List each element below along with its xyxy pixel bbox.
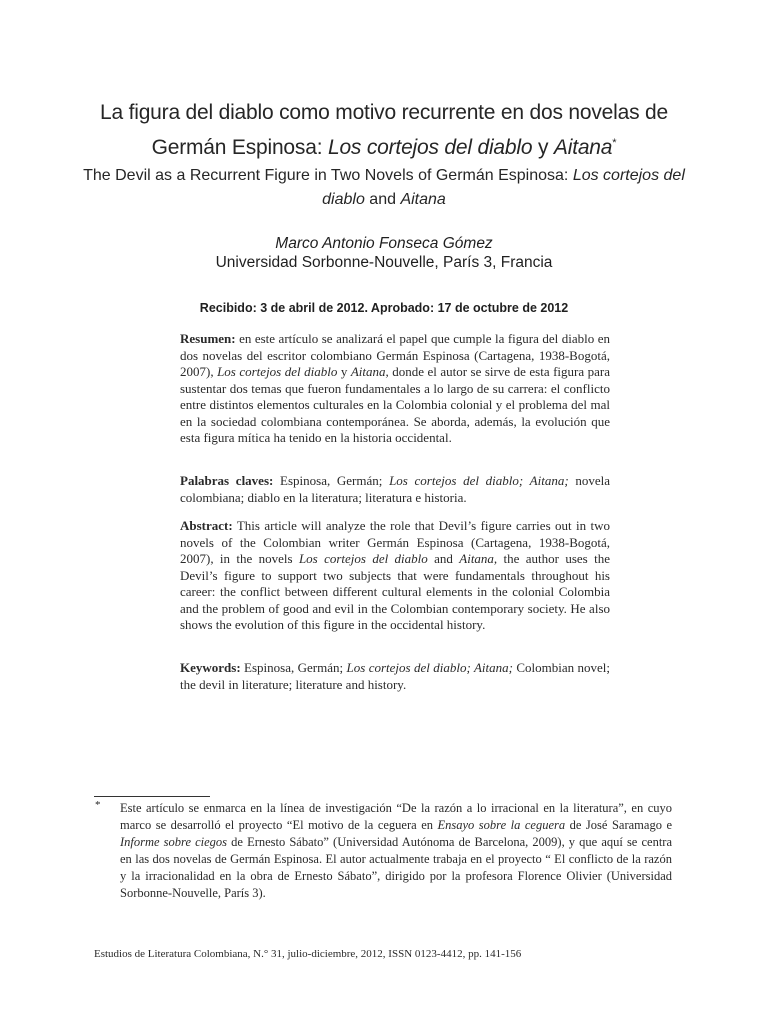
subtitle-prefix: The Devil as a Recurrent Figure in Two Novels of Germán Espinosa: <box>83 167 573 184</box>
abstract-novel-1: Los cortejos del diablo <box>298 551 428 566</box>
footnote-text <box>120 800 672 902</box>
journal-citation-footer: Estudios de Literatura Colombiana, N.° 31, julio-diciembre, 2012, ISSN 0123-4412, pp. 141-156 <box>94 948 522 960</box>
footnote-text-2: de José Saramago e <box>565 818 673 832</box>
resumen-text-1: en este artículo se analizará el papel que cumple la figura del diablo en dos novelas del escritor colombiano Germán Espinosa (Cartagena, 1938-Bogotá, 2007), <box>180 331 610 379</box>
title-line-2 <box>80 128 688 163</box>
abstract-label: Abstract: <box>180 518 233 533</box>
keywords-novels: Los cortejos del diablo; Aitana; <box>346 660 513 675</box>
resumen-paragraph <box>180 331 610 447</box>
title-prefix: Germán Espinosa: <box>151 136 328 159</box>
palabras-claves-paragraph <box>180 473 610 506</box>
keywords-text-1: Espinosa, Germán; <box>240 660 347 675</box>
footnote-mark: * <box>95 799 101 811</box>
resumen-label: Resumen: <box>180 331 236 346</box>
footnote-separator <box>94 796 210 797</box>
subtitle-novel-1: Los cortejos del diablo <box>322 167 685 208</box>
keywords-label: Keywords: <box>180 660 241 675</box>
title-novel-1: Los cortejos del diablo <box>327 136 533 159</box>
footnote-text-1: Este artículo se enmarca en la línea de investigación “De la razón a lo irracional en la literatura”, en cuyo marco se desarrolló el proyecto “El motivo de la ceguera en <box>120 801 672 832</box>
resumen-conjunction: y <box>337 364 351 379</box>
abstract-conjunction: and <box>427 551 460 566</box>
abstract-novel-2: Aitana, <box>459 551 498 566</box>
title-line-1: La figura del diablo como motivo recurrente en dos novelas de <box>100 101 668 124</box>
resumen-novel-2: Aitana, <box>350 364 389 379</box>
article-title <box>80 98 688 163</box>
resumen-novel-1: Los cortejos del diablo <box>217 364 338 379</box>
footnote-work-1: Ensayo sobre la ceguera <box>437 818 566 832</box>
palabras-text-1: Espinosa, Germán; <box>273 473 390 488</box>
subtitle-conjunction: and <box>364 191 401 208</box>
palabras-novels: Los cortejos del diablo; Aitana; <box>389 473 569 488</box>
author-affiliation: Universidad Sorbonne-Nouvelle, París 3, Francia <box>215 254 553 271</box>
title-novel-2: Aitana <box>553 136 613 159</box>
abstract-text-1: This article will analyze the role that Devil’s figure carries out in two novels of the Colombian writer Germán Espinosa (Cartagena, 1938-Bogotá, 2007), in the novels <box>180 518 610 566</box>
title-conjunction: y <box>532 136 554 159</box>
palabras-label: Palabras claves: <box>180 473 274 488</box>
received-approved-dates: Recibido: 3 de abril de 2012. Aprobado: 17 de octubre de 2012 <box>199 301 569 315</box>
palabras-text-2: novela colombiana; diablo en la literatura; literatura e historia. <box>180 473 610 505</box>
footnote-text-3: de Ernesto Sábato” (Universidad Autónoma de Barcelona, 2009), y que aquí se centra en las dos novelas de Germán Espinosa. El autor actualmente trabaja en el proyecto “ El conflicto de la razón y la irracionalidad en la obra de Ernesto Sábato”, dirigido por la profesora Florence Olivier (Universidad Sorbonne-Nouvelle, París 3). <box>120 835 672 900</box>
subtitle-novel-2: Aitana <box>400 191 446 208</box>
keywords-paragraph <box>180 660 610 693</box>
author-block <box>80 234 688 272</box>
article-subtitle <box>80 164 688 212</box>
abstract-text-2: the author uses the Devil’s figure to support two subjects that were fundamentals throughout his career: the conflict between different cultural elements in the colonial Colombia and the problem of good and evil in the Colombian contemporary society. He also shows the evolution of this figure in the occidental history. <box>180 551 610 632</box>
author-name: Marco Antonio Fonseca Gómez <box>275 235 493 252</box>
resumen-text-2: donde el autor se sirve de esta figura para sustentar dos temas que fueron fundamentales a lo largo de su carrera: el conflicto entre distintos elementos culturales en la Colombia colonial y el problema del mal en la sociedad colombiana contemporánea. Se aborda, además, la evolución que esta figura mítica ha tenido en la historia occidental. <box>180 364 610 445</box>
keywords-text-2: Colombian novel; the devil in literature; literature and history. <box>180 660 610 692</box>
footnote-work-2: Informe sobre ciegos <box>120 835 228 849</box>
title-footnote-mark: * <box>612 137 617 149</box>
abstract-paragraph <box>180 518 610 634</box>
